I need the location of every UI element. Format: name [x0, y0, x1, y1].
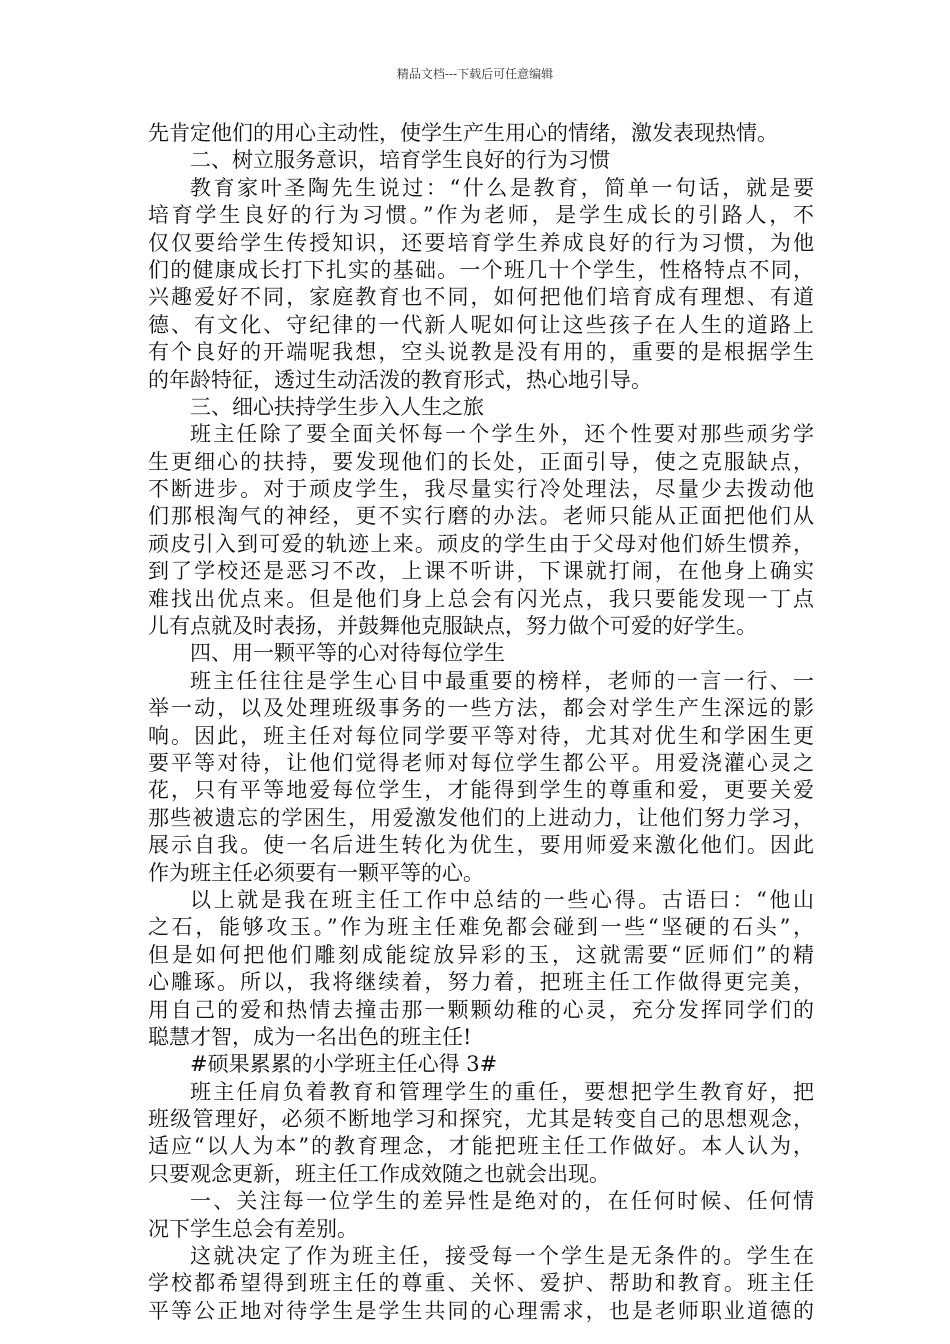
text-line: 况下学生总会有差别。: [148, 1216, 358, 1241]
text-line: 班级管理好，必须不断地学习和探究，尤其是转变自己的思想观念，: [148, 1107, 814, 1132]
text-line: 用自己的爱和热情去撞击那一颗颗幼稚的心灵，充分发挥同学们的: [148, 997, 814, 1022]
text-line: 班主任除了要全面关怀每一个学生外，还个性要对那些顽劣学: [190, 422, 814, 447]
text-line: 心雕琢。所以，我将继续着，努力着，把班主任工作做得更完美，: [148, 970, 814, 995]
text-line: 以上就是我在班主任工作中总结的一些心得。古语曰：“他山: [190, 887, 814, 912]
text-line: 有个良好的开端呢我想，空头说教是没有用的，重要的是根据学生: [148, 340, 814, 365]
text-line: 二、树立服务意识，培育学生良好的行为习惯: [190, 148, 610, 173]
text-line: 适应“以人为本”的教育理念，才能把班主任工作做好。本人认为，: [148, 1134, 814, 1159]
text-line: 们那根淘气的神经，更不实行磨的办法。老师只能从正面把他们从: [148, 504, 814, 529]
text-line: 仅仅要给学生传授知识，还要培育学生养成良好的行为习惯，为他: [148, 230, 814, 255]
text-line: 聪慧才智，成为一名出色的班主任!: [148, 1024, 472, 1049]
text-line: 那些被遗忘的学困生，用爱激发他们的上进动力，让他们努力学习，: [148, 805, 814, 830]
text-line: 生更细心的扶持，要发现他们的长处，正面引导，使之克服缺点，: [148, 449, 814, 474]
text-line: 四、用一颗平等的心对待每位学生: [190, 641, 505, 666]
text-line: 们的健康成长打下扎实的基础。一个班几十个学生，性格特点不同，: [148, 257, 814, 282]
text-line: 只要观念更新，班主任工作成效随之也就会出现。: [148, 1161, 610, 1186]
text-line: 作为班主任必须要有一颗平等的心。: [148, 860, 484, 885]
text-line: 响。因此，班主任对每位同学要平等对待，尤其对优生和学困生更: [148, 723, 814, 748]
text-line: 展示自我。使一名后进生转化为优生，要用师爱来激化他们。因此: [148, 833, 814, 858]
text-line: 儿有点就及时表扬，并鼓舞他克服缺点，努力做个可爱的好学生。: [148, 614, 757, 639]
text-line: 培育学生良好的行为习惯。”作为老师，是学生成长的引路人，不: [148, 203, 814, 228]
text-line: 到了学校还是恶习不改，上课不听讲，下课就打闹，在他身上确实: [148, 559, 814, 584]
text-line: 德、有文化、守纪律的一代新人呢如何让这些孩子在人生的道路上: [148, 312, 814, 337]
document-body: [148, 120, 814, 1325]
text-line: 顽皮引入到可爱的轨迹上来。顽皮的学生由于父母对他们娇生惯养，: [148, 531, 814, 556]
text-line: 要平等对待，让他们觉得老师对每位学生都公平。用爱浇灌心灵之: [148, 750, 814, 775]
text-line: 举一动，以及处理班级事务的一些方法，都会对学生产生深远的影: [148, 696, 814, 721]
text-line: 平等公正地对待学生是学生共同的心理需求，也是老师职业道德的: [148, 1298, 814, 1323]
text-line: #硕果累累的小学班主任心得 3#: [190, 1052, 498, 1077]
text-line: 难找出优点来。但是他们身上总会有闪光点，我只要能发现一丁点: [148, 586, 814, 611]
text-line: 但是如何把他们雕刻成能绽放异彩的玉，这就需要“匠师们”的精: [148, 942, 814, 967]
text-line: 花，只有平等地爱每位学生，才能得到学生的尊重和爱，更要关爱: [148, 778, 814, 803]
text-line: 先肯定他们的用心主动性，使学生产生用心的情绪，激发表现热情。: [148, 121, 778, 145]
text-line: 这就决定了作为班主任，接受每一个学生是无条件的。学生在: [190, 1244, 814, 1269]
page-header: 精品文档---下载后可任意编辑: [396, 67, 554, 81]
text-line: 教育家叶圣陶先生说过：“什么是教育，简单一句话，就是要: [190, 175, 814, 200]
text-line: 一、关注每一位学生的差异性是绝对的，在任何时候、任何情: [190, 1189, 814, 1214]
text-line: 学校都希望得到班主任的尊重、关怀、爱护、帮助和教育。班主任: [148, 1271, 814, 1296]
text-line: 班主任往往是学生心目中最重要的榜样，老师的一言一行、一: [190, 668, 814, 693]
text-line: 不断进步。对于顽皮学生，我尽量实行冷处理法，尽量少去拨动他: [148, 477, 814, 502]
text-line: 班主任肩负着教育和管理学生的重任，要想把学生教育好，把: [190, 1079, 814, 1104]
text-line: 兴趣爱好不同，家庭教育也不同，如何把他们培育成有理想、有道: [148, 285, 814, 310]
text-line: 之石，能够攻玉。”作为班主任难免都会碰到一些“坚硬的石头”，: [148, 915, 814, 940]
text-line: 的年龄特征，透过生动活泼的教育形式，热心地引导。: [148, 367, 652, 392]
text-line: 三、细心扶持学生步入人生之旅: [190, 394, 484, 419]
